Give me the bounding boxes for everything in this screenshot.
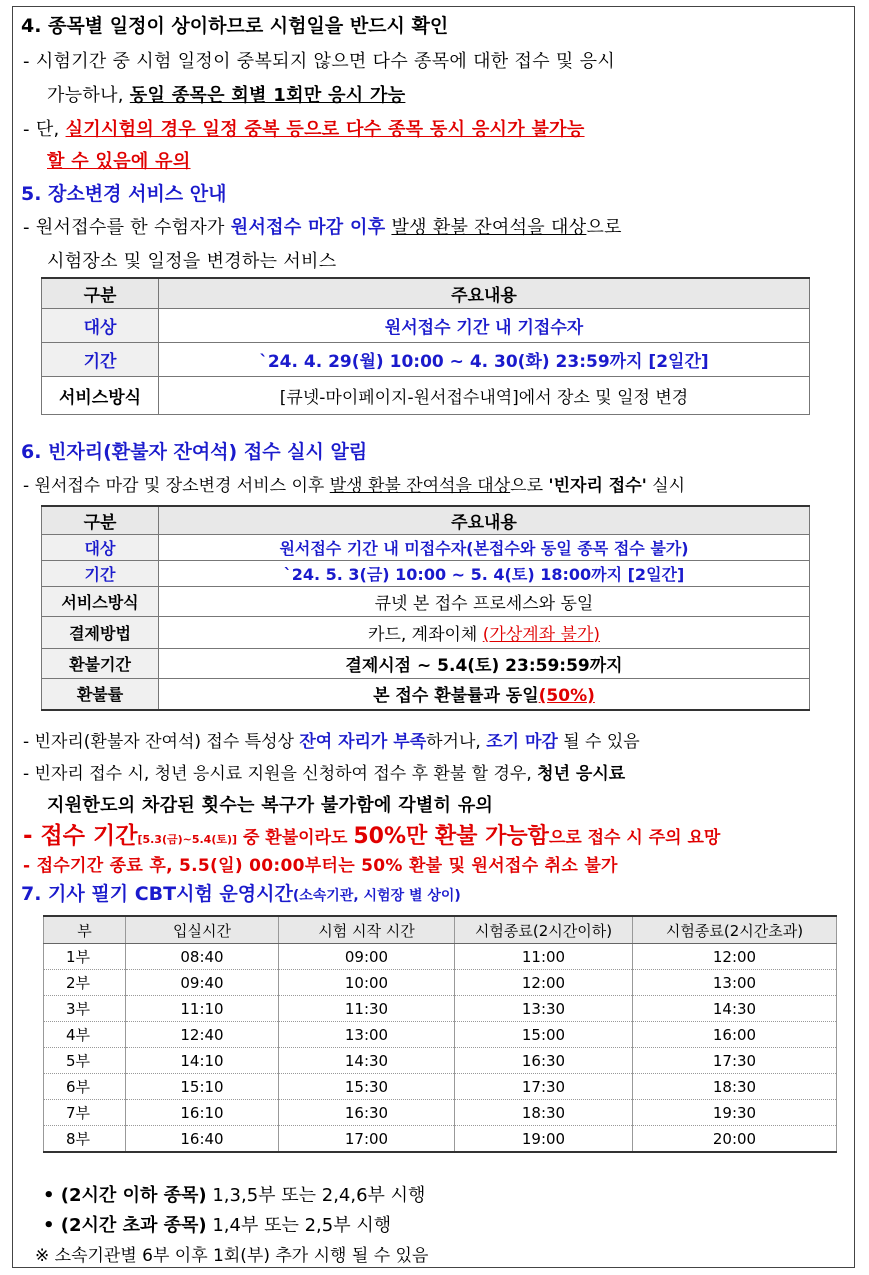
- s5-line-1: - 원서접수를 한 수험자가 원서접수 마감 이후 발생 환불 잔여석을 대상으로: [23, 217, 622, 238]
- table-cell: 10:00: [279, 970, 455, 996]
- table-cell: 11:10: [126, 996, 279, 1022]
- table-row: [44, 1074, 837, 1100]
- table-cell: 08:40: [126, 944, 279, 970]
- schedule-header-cell: 부: [44, 916, 126, 944]
- table-row: [44, 1048, 837, 1074]
- s6-line-1: - 원서접수 마감 및 장소변경 서비스 이후 발생 환불 잔여석을 대상으로 '빈자리 접수' 실시: [23, 476, 686, 496]
- table-cell: 14:30: [633, 996, 837, 1022]
- t1-label-period: 기간: [42, 342, 159, 376]
- s6-note-1: - 빈자리(환불자 잔여석) 접수 특성상 잔여 자리가 부족하거나, 조기 마감 될 수 있음: [23, 732, 640, 752]
- section-5-title: 5. 장소변경 서비스 안내: [21, 183, 227, 205]
- section-7-title: 7. 기사 필기 CBT시험 운영시간(소속기관, 시험장 별 상이): [21, 883, 461, 905]
- t2-th-content: 주요내용: [159, 506, 810, 534]
- location-change-table: [41, 277, 810, 415]
- t1-label-target: 대상: [42, 308, 159, 342]
- table-cell: 12:40: [126, 1022, 279, 1048]
- t2-th-category: 구분: [42, 506, 159, 534]
- schedule-header-cell: 시험 시작 시간: [279, 916, 455, 944]
- bullet-over-2h: • (2시간 초과 종목) 1,4부 또는 2,5부 시행: [43, 1215, 392, 1236]
- t2-value-target: 원서접수 기간 내 미접수자(본접수와 동일 종목 접수 불가): [159, 534, 810, 560]
- s6-note-3: 지원한도의 차감된 횟수는 복구가 불가함에 각별히 유의: [47, 795, 494, 816]
- schedule-header-cell: 시험종료(2시간이하): [455, 916, 633, 944]
- s4-line-1: - 시험기간 중 시험 일정이 중복되지 않으면 다수 종목에 대한 접수 및 응시: [23, 51, 616, 72]
- table-cell: 15:10: [126, 1074, 279, 1100]
- t2-label-refund-period: 환불기간: [42, 648, 159, 678]
- s4-line-2: 가능하나, 동일 종목은 회별 1회만 응시 가능: [47, 85, 406, 106]
- table-cell: 11:30: [279, 996, 455, 1022]
- schedule-header-row: [44, 916, 837, 944]
- t1-value-method: [큐넷-마이페이지-원서접수내역]에서 장소 및 일정 변경: [159, 376, 810, 414]
- vacancy-table: [41, 505, 810, 711]
- s6-note-4: - 접수 기간[5.3(금)~5.4(토)] 중 환불이라도 50%만 환불 가능함으로 접수 시 주의 요망: [23, 823, 721, 849]
- notice-page: [12, 6, 855, 1268]
- t2-label-period: 기간: [42, 560, 159, 586]
- table-row: [44, 970, 837, 996]
- table-row: [44, 996, 837, 1022]
- table-cell: 13:00: [279, 1022, 455, 1048]
- table-cell: 19:00: [455, 1126, 633, 1153]
- bullet-under-2h: • (2시간 이하 종목) 1,3,5부 또는 2,4,6부 시행: [43, 1185, 426, 1206]
- table-cell: 18:30: [455, 1100, 633, 1126]
- t2-label-payment: 결제방법: [42, 616, 159, 648]
- table-cell: 2부: [44, 970, 126, 996]
- th-content: 주요내용: [159, 278, 810, 308]
- table-cell: 3부: [44, 996, 126, 1022]
- table-cell: 17:30: [455, 1074, 633, 1100]
- schedule-header-cell: 시험종료(2시간초과): [633, 916, 837, 944]
- table-cell: 16:30: [455, 1048, 633, 1074]
- table-cell: 09:00: [279, 944, 455, 970]
- table-cell: 16:00: [633, 1022, 837, 1048]
- table-cell: 20:00: [633, 1126, 837, 1153]
- table-cell: 13:30: [455, 996, 633, 1022]
- t2-label-method: 서비스방식: [42, 586, 159, 616]
- schedule-header-cell: 입실시간: [126, 916, 279, 944]
- t2-value-refund-period: 결제시점 ~ 5.4(토) 23:59:59까지: [159, 648, 810, 678]
- t2-value-refund-rate: 본 접수 환불률과 동일(50%): [159, 678, 810, 710]
- s4-line-4: 할 수 있음에 유의: [47, 151, 191, 172]
- section-4-title: 4. 종목별 일정이 상이하므로 시험일을 반드시 확인: [21, 15, 449, 37]
- table-row: [44, 944, 837, 970]
- table-row: [44, 1100, 837, 1126]
- table-cell: 12:00: [455, 970, 633, 996]
- table-cell: 13:00: [633, 970, 837, 996]
- table-cell: 6부: [44, 1074, 126, 1100]
- t2-value-method: 큐넷 본 접수 프로세스와 동일: [159, 586, 810, 616]
- table-cell: 17:30: [633, 1048, 837, 1074]
- table-cell: 1부: [44, 944, 126, 970]
- table-cell: 15:30: [279, 1074, 455, 1100]
- th-category: 구분: [42, 278, 159, 308]
- table-cell: 14:30: [279, 1048, 455, 1074]
- table-row: [44, 1126, 837, 1153]
- table-cell: 5부: [44, 1048, 126, 1074]
- table-cell: 18:30: [633, 1074, 837, 1100]
- table-cell: 19:30: [633, 1100, 837, 1126]
- table-cell: 11:00: [455, 944, 633, 970]
- table-cell: 17:00: [279, 1126, 455, 1153]
- table-cell: 16:10: [126, 1100, 279, 1126]
- t2-label-refund-rate: 환불률: [42, 678, 159, 710]
- table-cell: 12:00: [633, 944, 837, 970]
- table-cell: 15:00: [455, 1022, 633, 1048]
- t1-value-period: `24. 4. 29(월) 10:00 ~ 4. 30(화) 23:59까지 [2일간]: [159, 342, 810, 376]
- s5-line-2: 시험장소 및 일정을 변경하는 서비스: [47, 251, 337, 272]
- table-cell: 16:40: [126, 1126, 279, 1153]
- table-cell: 14:10: [126, 1048, 279, 1074]
- table-cell: 16:30: [279, 1100, 455, 1126]
- s6-note-5: - 접수기간 종료 후, 5.5(일) 00:00부터는 50% 환불 및 원서접수 취소 불가: [23, 856, 618, 876]
- t2-value-payment: 카드, 계좌이체 (가상계좌 불가): [159, 616, 810, 648]
- t1-label-method: 서비스방식: [42, 376, 159, 414]
- table-cell: 4부: [44, 1022, 126, 1048]
- s4-line-3: - 단, 실기시험의 경우 일정 중복 등으로 다수 종목 동시 응시가 불가능: [23, 119, 585, 140]
- table-cell: 09:40: [126, 970, 279, 996]
- t2-value-period: `24. 5. 3(금) 10:00 ~ 5. 4(토) 18:00까지 [2일간]: [159, 560, 810, 586]
- s6-note-2: - 빈자리 접수 시, 청년 응시료 지원을 신청하여 접수 후 환불 할 경우, 청년 응시료: [23, 764, 626, 784]
- section-6-title: 6. 빈자리(환불자 잔여석) 접수 실시 알림: [21, 441, 368, 463]
- footnote: ※ 소속기관별 6부 이후 1회(부) 추가 시행 될 수 있음: [35, 1246, 429, 1266]
- t1-value-target: 원서접수 기간 내 기접수자: [159, 308, 810, 342]
- table-row: [44, 1022, 837, 1048]
- t2-label-target: 대상: [42, 534, 159, 560]
- cbt-schedule-table: [43, 915, 837, 1153]
- table-cell: 8부: [44, 1126, 126, 1153]
- table-cell: 7부: [44, 1100, 126, 1126]
